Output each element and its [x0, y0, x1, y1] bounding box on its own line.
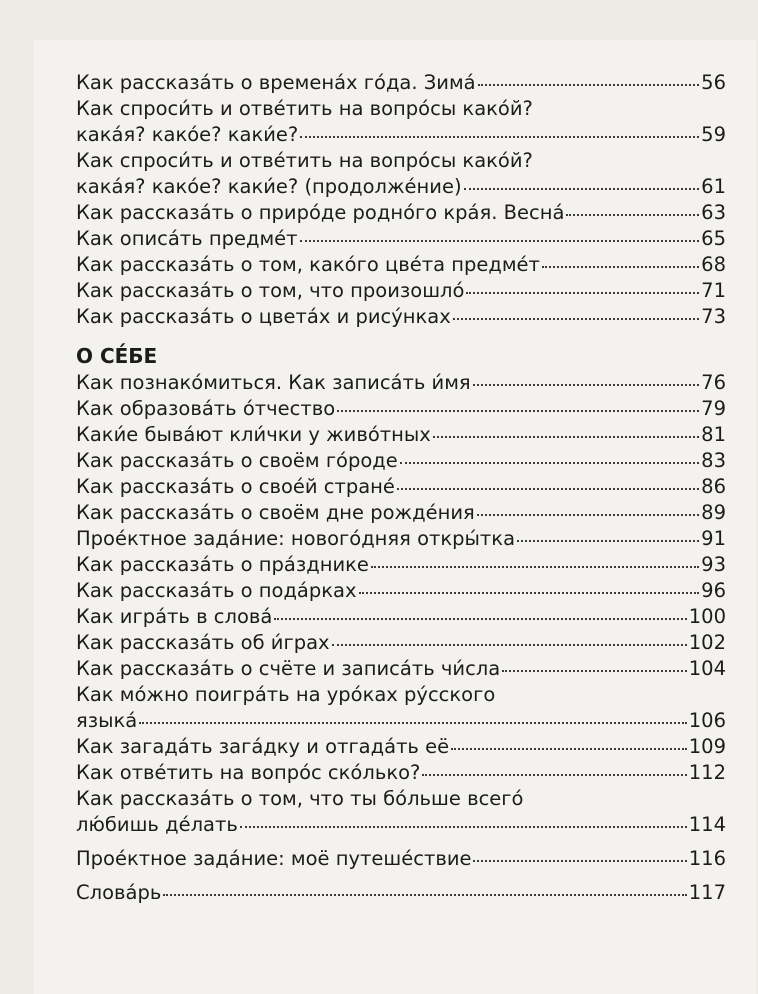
toc-entry-page: 59 — [701, 123, 726, 146]
toc-entry-title: Как рассказа́ть о пра́зднике — [76, 553, 369, 576]
toc-entry-page: 71 — [701, 279, 726, 302]
toc-entry — [76, 760, 726, 786]
toc-entry-page: 56 — [701, 71, 726, 94]
toc-entry-page: 109 — [688, 735, 726, 758]
toc-entry — [76, 500, 726, 526]
toc-entry — [76, 708, 726, 734]
leader-dots — [400, 462, 699, 464]
toc-entry-title-line1: Как мо́жно поигра́ть на уро́ках ру́сского — [76, 683, 496, 706]
toc-entry-title: Как рассказа́ть о том, како́го цве́та предме́т — [76, 253, 540, 276]
toc-entry-title: Как рассказа́ть о своём дне рожде́ния — [76, 501, 475, 524]
toc-entry — [76, 174, 726, 200]
leader-dots — [473, 384, 700, 386]
toc-entry-title: Как игра́ть в слова́ — [76, 605, 273, 628]
leader-dots — [397, 488, 699, 490]
toc-entry-page: 114 — [688, 813, 726, 836]
leader-dots — [359, 592, 700, 594]
leader-dots — [566, 214, 699, 216]
toc-entry — [76, 812, 726, 838]
toc-entry-title: кака́я? како́е? каки́е? — [76, 123, 299, 146]
leader-dots — [300, 136, 699, 138]
toc-entry — [76, 552, 726, 578]
leader-dots — [240, 826, 687, 828]
leader-dots — [139, 722, 687, 724]
toc-entry-page: 83 — [701, 449, 726, 472]
toc-entry — [76, 278, 726, 304]
toc-entry-page: 112 — [688, 761, 726, 784]
leader-dots — [517, 540, 699, 542]
toc-entry-page: 63 — [701, 201, 726, 224]
toc-entry-page: 61 — [701, 175, 726, 198]
leader-dots — [473, 860, 686, 862]
toc-entry-title: Как образова́ть о́тчество — [76, 397, 336, 420]
toc-entry-title: Как рассказа́ть об и́грах — [76, 631, 330, 654]
leader-dots — [542, 266, 699, 268]
toc-entry — [76, 226, 726, 252]
toc-entry-page: 65 — [701, 227, 726, 250]
toc-entry-title: Слова́рь — [76, 881, 162, 904]
leader-dots — [478, 84, 700, 86]
toc-entry — [76, 370, 726, 396]
toc-entry-title: Прое́ктное зада́ние: нового́дняя откры́тка — [76, 527, 516, 550]
toc-entry-title: языка́ — [76, 709, 138, 732]
toc-entry-page: 81 — [701, 423, 726, 446]
toc-entry-title: Как рассказа́ть о своём го́роде — [76, 449, 398, 472]
leader-dots — [451, 748, 687, 750]
toc-entry-title: Как рассказа́ть о приро́де родно́го кра́я. Весна́ — [76, 201, 565, 224]
toc-entry-title-line1: Как спроси́ть и отве́тить на вопро́сы како́й? — [76, 149, 533, 172]
toc-entry-page: 86 — [701, 475, 726, 498]
toc-entry-page: 104 — [688, 657, 726, 680]
leader-dots — [337, 410, 699, 412]
toc-entry-page: 68 — [701, 253, 726, 276]
toc-entry-page: 116 — [688, 847, 726, 870]
toc-entry-title: лю́бишь де́лать — [76, 813, 238, 836]
toc-entry-project — [76, 846, 726, 872]
toc-entry-page: 106 — [688, 709, 726, 732]
toc-entry — [76, 630, 726, 656]
toc-entry-page: 93 — [701, 553, 726, 576]
leader-dots — [422, 774, 686, 776]
toc-entry — [76, 70, 726, 96]
toc-entry-title: кака́я? како́е? каки́е? (продолже́ние) — [76, 175, 462, 198]
toc-entry — [76, 396, 726, 422]
toc-entry-title: Как рассказа́ть о свое́й стране́ — [76, 475, 395, 498]
leader-dots — [502, 670, 687, 672]
toc-entry — [76, 474, 726, 500]
toc-entry-page: 76 — [701, 371, 726, 394]
toc-entry-title: Как рассказа́ть о цвета́х и рису́нках — [76, 305, 451, 328]
toc-entry — [76, 734, 726, 760]
toc-entry — [76, 656, 726, 682]
toc-entry-title: Как рассказа́ть о пода́рках — [76, 579, 357, 602]
toc-entry-page: 100 — [688, 605, 726, 628]
leader-dots — [466, 292, 699, 294]
leader-dots — [163, 894, 686, 896]
leader-dots — [300, 240, 700, 242]
leader-dots — [433, 436, 699, 438]
toc-entry-page: 91 — [701, 527, 726, 550]
toc-entry-title: Как познако́миться. Как записа́ть и́мя — [76, 371, 471, 394]
section-title: О СЕ́БЕ — [76, 344, 158, 368]
leader-dots — [332, 644, 687, 646]
leader-dots — [453, 318, 699, 320]
toc-entry-dictionary — [76, 880, 726, 906]
table-of-contents — [76, 70, 726, 906]
toc-entry — [76, 200, 726, 226]
toc-entry-title: Как рассказа́ть о счёте и записа́ть чи́сла — [76, 657, 501, 680]
toc-entry — [76, 526, 726, 552]
toc-entry-title: Прое́ктное зада́ние: моё путеше́ствие — [76, 847, 472, 870]
toc-entry-page: 73 — [701, 305, 726, 328]
toc-entry-page: 89 — [701, 501, 726, 524]
toc-entry — [76, 304, 726, 330]
toc-entry-title: Каки́е быва́ют кли́чки у живо́тных — [76, 423, 431, 446]
toc-entry — [76, 252, 726, 278]
toc-entry-title: Как рассказа́ть о времена́х го́да. Зима́ — [76, 71, 476, 94]
toc-entry — [76, 578, 726, 604]
toc-entry-title-line1: Как рассказа́ть о том, что ты бо́льше всего́ — [76, 787, 524, 810]
toc-entry-page: 102 — [688, 631, 726, 654]
toc-entry-title: Как описа́ть предме́т — [76, 227, 298, 250]
leader-dots — [371, 566, 699, 568]
toc-entry — [76, 604, 726, 630]
toc-entry — [76, 122, 726, 148]
leader-dots — [274, 618, 686, 620]
toc-entry-page: 79 — [701, 397, 726, 420]
toc-entry — [76, 422, 726, 448]
toc-entry-title: Как загада́ть зага́дку и отгада́ть её — [76, 735, 450, 758]
toc-entry-page: 96 — [701, 579, 726, 602]
toc-entry-page: 117 — [688, 881, 726, 904]
toc-entry — [76, 448, 726, 474]
toc-entry-title-line1: Как спроси́ть и отве́тить на вопро́сы како́й? — [76, 97, 533, 120]
toc-entry-title: Как рассказа́ть о том, что произошло́ — [76, 279, 465, 302]
toc-entry-title: Как отве́тить на вопро́с ско́лько? — [76, 761, 421, 784]
leader-dots — [477, 514, 699, 516]
leader-dots — [464, 188, 700, 190]
